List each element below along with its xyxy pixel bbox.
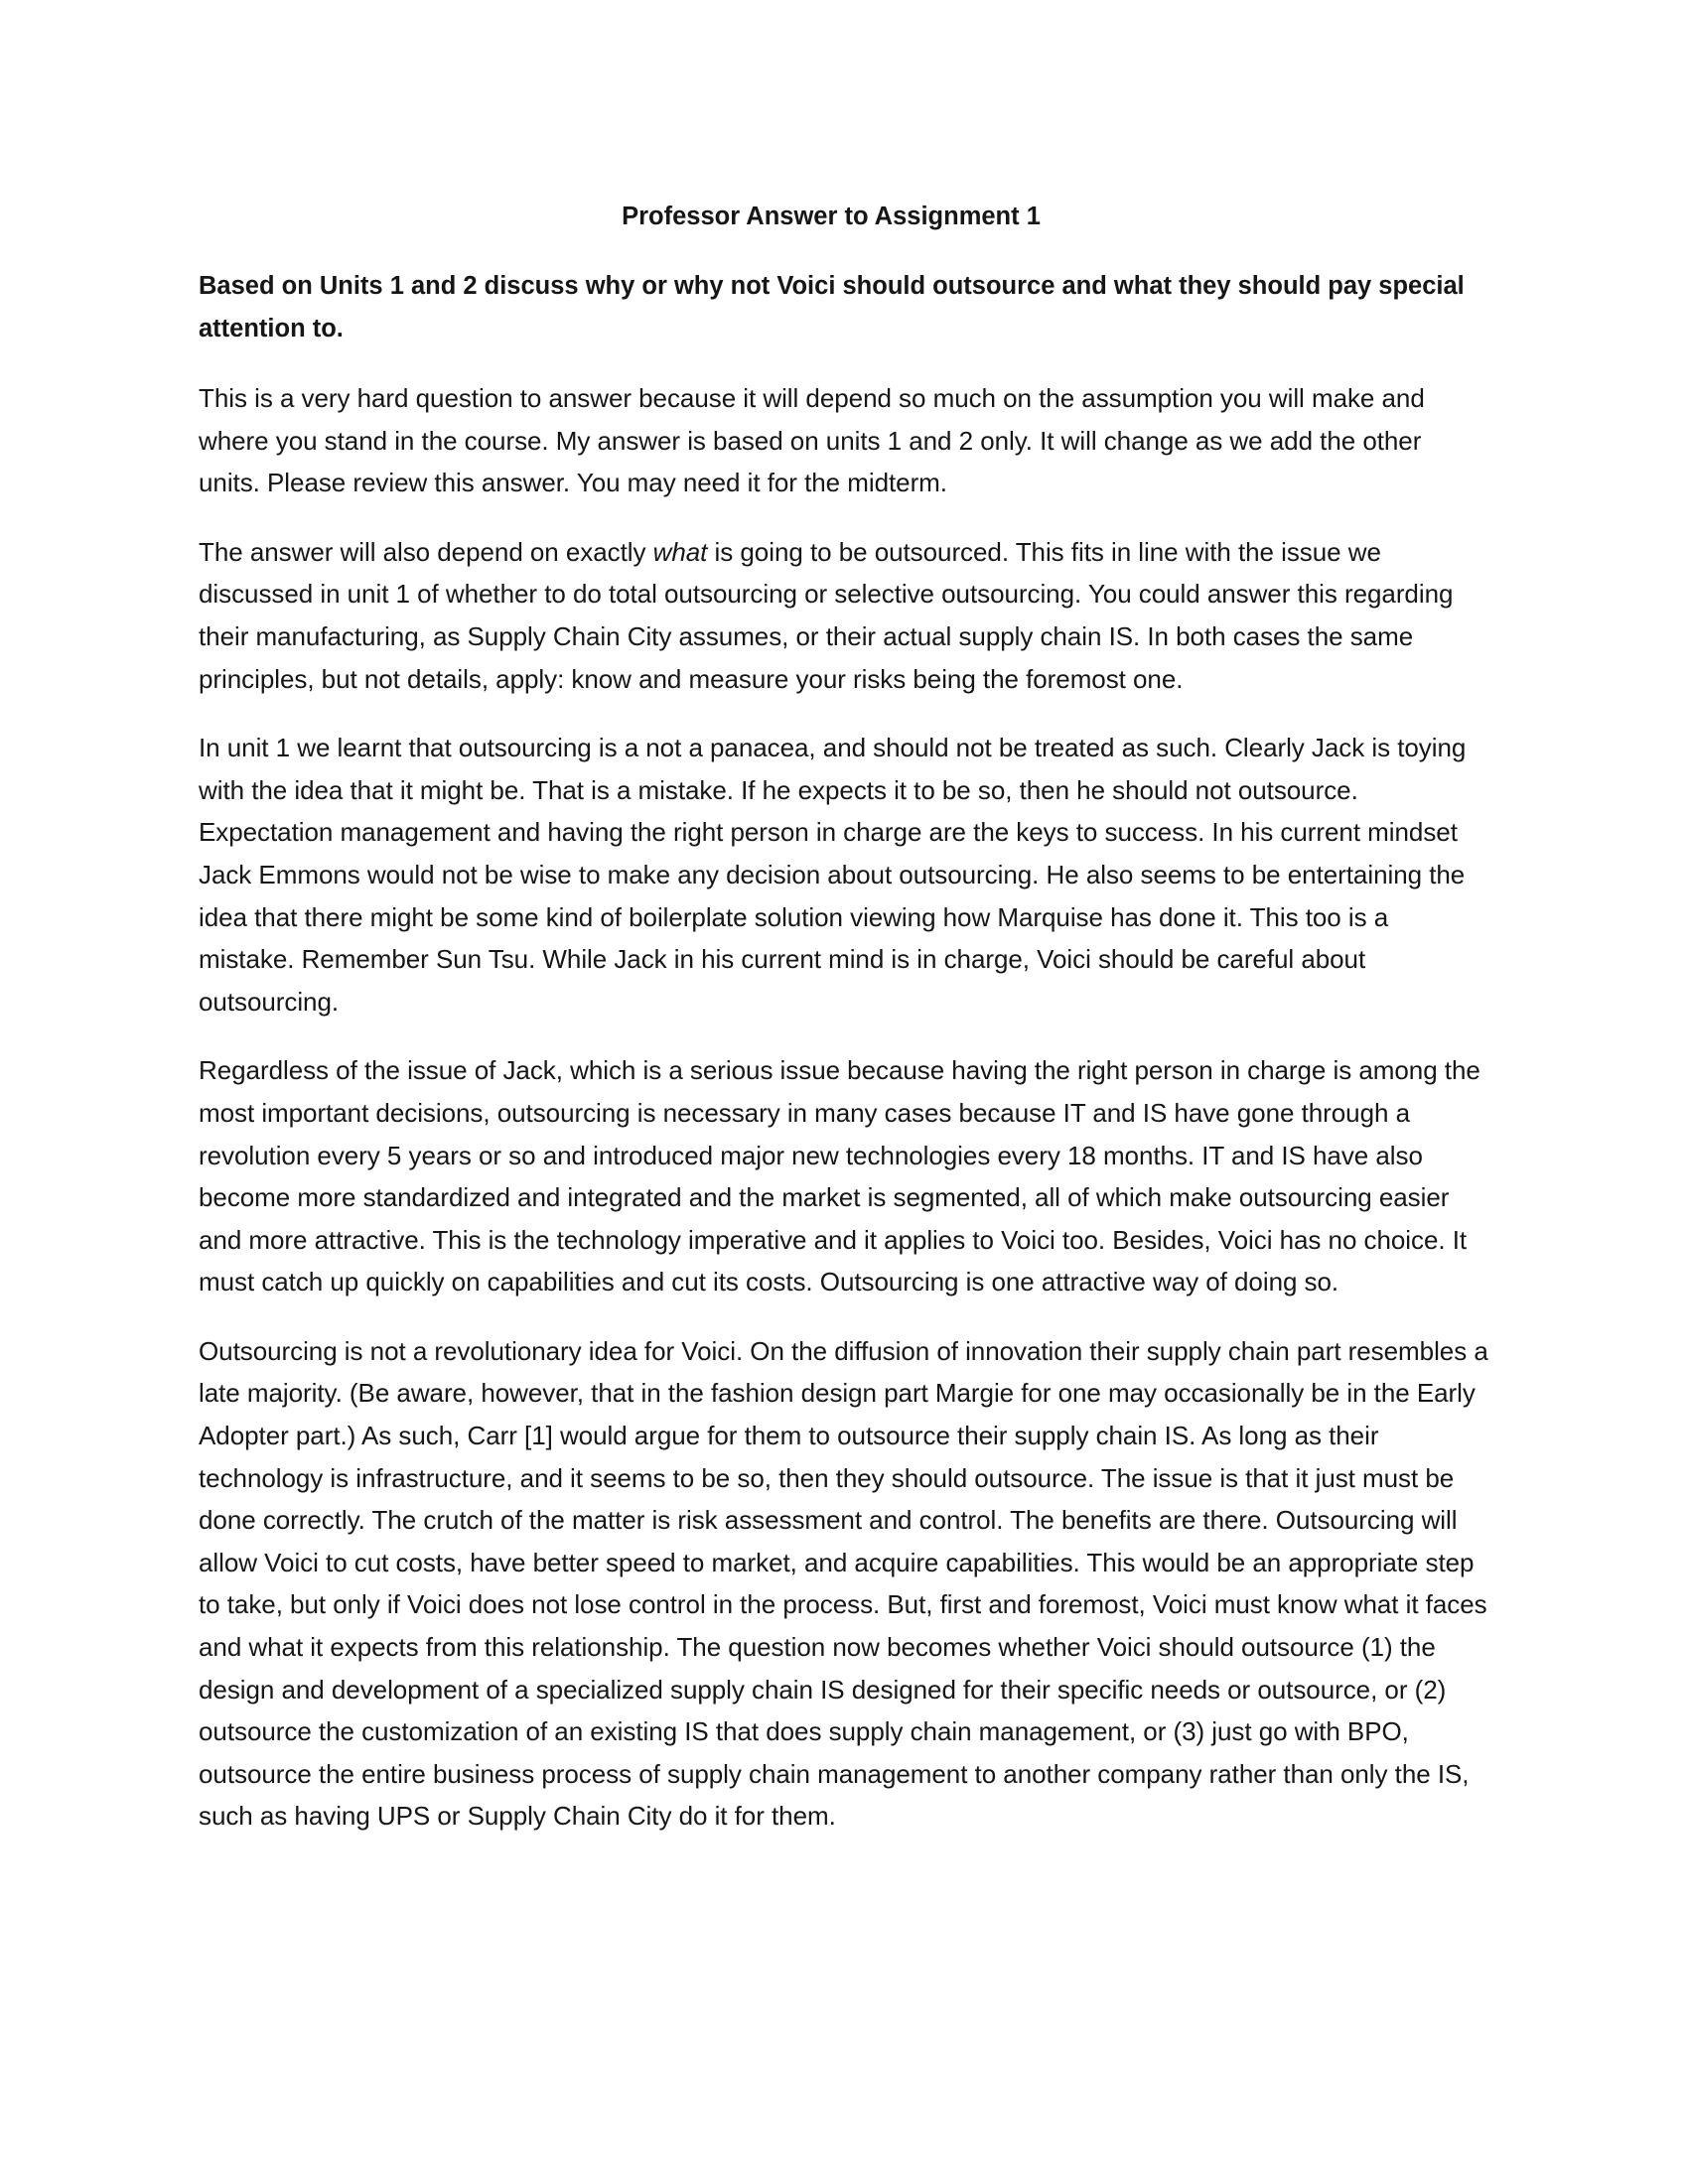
- assignment-question: Based on Units 1 and 2 discuss why or why not Voici should outsource and what they should pay special attention to.: [199, 272, 1465, 342]
- paragraph-1: This is a very hard question to answer because it will depend so much on the assumption you will make and where you stand in the course. My answer is based on units 1 and 2 only. It will change as we add the other units. Please review this answer. You may need it for the midterm.: [199, 383, 1425, 498]
- paragraph-3: In unit 1 we learnt that outsourcing is a not a panacea, and should not be treated as such. Clearly Jack is toying with the idea that it might be. That is a mistake. If he expects it to be so, then he should not outsource. Expectation management and having the right person in charge are the keys to success. In his current mindset Jack Emmons would not be wise to make any decision about outsourcing. He also seems to be entertaining the idea that there might be some kind of boilerplate solution viewing how Marquise has done it. This too is a mistake. Remember Sun Tsu. While Jack in his current mind is in charge, Voici should be careful about outsourcing.: [199, 733, 1467, 1017]
- paragraph-2-text-end: is going to be outsourced. This fits in line with the issue we discussed in unit 1 of whether to do total outsourcing or selective outsourcing. You could answer this regarding their manufacturing, as Supply Chain City assumes, or their actual supply chain IS. In both cases the same principles, but not details, apply: know and measure your risks being the foremost one.: [199, 536, 1454, 694]
- paragraph-4: Regardless of the issue of Jack, which is a serious issue because having the right person in charge is among the most important decisions, outsourcing is necessary in many cases because IT and IS have gone through a revolution every 5 years or so and introduced major new technologies every 18 months. IT and IS have also become more standardized and integrated and the market is segmented, all of which make outsourcing easier and more attractive. This is the technology imperative and it applies to Voici too. Besides, Voici has no choice. It must catch up quickly on capabilities and cut its costs. Outsourcing is one attractive way of doing so.: [199, 1055, 1480, 1297]
- paragraph-2-emphasis: what: [652, 536, 708, 567]
- paragraph-5: Outsourcing is not a revolutionary idea for Voici. On the diffusion of innovation their supply chain part resembles a late majority. (Be aware, however, that in the fashion design part Margie for one may occasionally be in the Early Adopter part.) As such, Carr [1] would argue for them to outsource their supply chain IS. As long as their technology is infrastructure, and it seems to be so, then they should outsource. The issue is that it just must be done correctly. The crutch of the matter is risk assessment and control. The benefits are there. Outsourcing will allow Voici to cut costs, have better speed to market, and acquire capabilities. This would be an appropriate step to take, but only if Voici does not lose control in the process. But, first and foremost, Voici must know what it faces and what it expects from this relationship. The question now becomes whether Voici should outsource (1) the design and development of a specialized supply chain IS designed for their specific needs or outsource, or (2) outsource the customization of an existing IS that does supply chain management, or (3) just go with BPO, outsource the entire business process of supply chain management to another company rather than only the IS, such as having UPS or Supply Chain City do it for them.: [199, 1335, 1488, 1832]
- paragraph-2-text-start: The answer will also depend on exactly: [199, 536, 653, 567]
- document-page: [199, 197, 1489, 1864]
- paragraph-2: [199, 531, 1489, 700]
- document-title: Professor Answer to Assignment 1: [622, 203, 1041, 230]
